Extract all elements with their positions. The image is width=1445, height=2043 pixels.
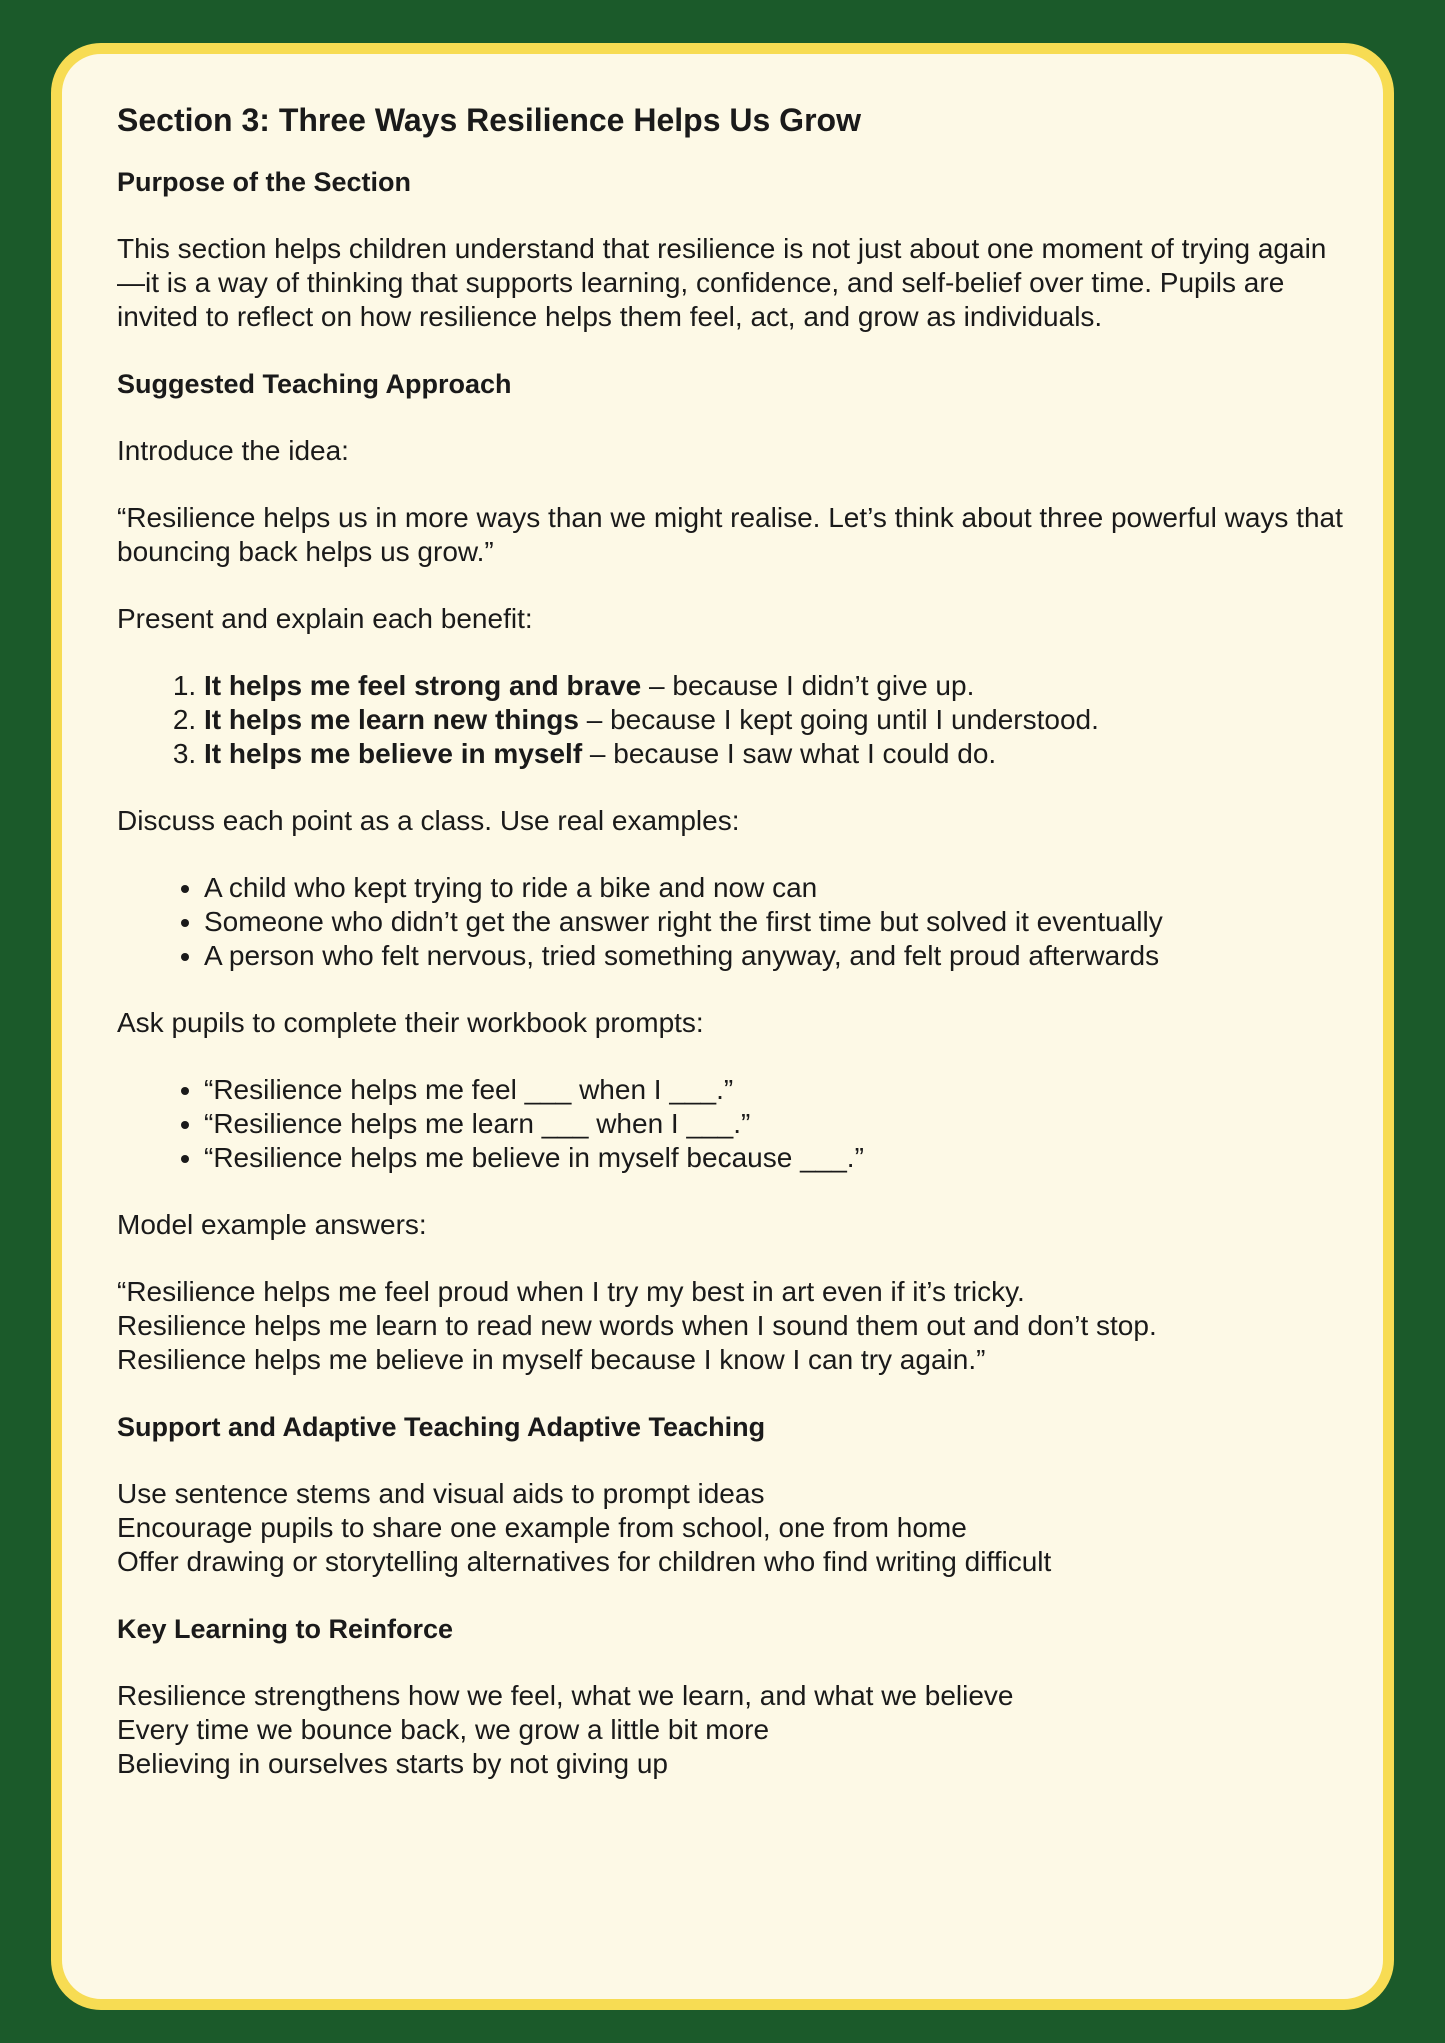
model-answer-line: “Resilience helps me feel proud when I try my best in art even if it’s tricky. <box>117 1276 1025 1307</box>
list-item: • “Resilience helps me feel ___ when I ___.” <box>204 1073 1347 1107</box>
model-answer-line: Resilience helps me learn to read new words when I sound them out and don’t stop. <box>117 1310 1157 1341</box>
list-item: • “Resilience helps me believe in myself because ___.” <box>204 1141 1347 1175</box>
page-card <box>51 43 1394 2010</box>
approach-quote: “Resilience helps us in more ways than we might realise. Let’s think about three powerful ways that bouncing back helps us grow.” <box>117 502 1343 567</box>
key-learning-line: Resilience strengthens how we feel, what we learn, and what we believe <box>117 1680 1014 1711</box>
benefits-list <box>117 669 1347 771</box>
support-line: Offer drawing or storytelling alternatives for children who find writing difficult <box>117 1546 1052 1577</box>
key-learning-lines <box>117 1679 1347 1781</box>
prompts-list <box>117 1073 1347 1175</box>
benefit-reason: – because I saw what I could do. <box>582 738 997 769</box>
approach-discuss: Discuss each point as a class. Use real examples: <box>117 805 740 836</box>
purpose-text: This section helps children understand that resilience is not just about one moment of trying again—it is a way of thinking that supports learning, confidence, and self-belief over time. Pupils are invited to reflect on how resilience helps them feel, act, and grow as individuals. <box>117 233 1327 332</box>
approach-intro: Introduce the idea: <box>117 435 349 466</box>
list-item <box>204 737 1347 771</box>
benefit-reason: – because I didn’t give up. <box>641 670 975 701</box>
examples-list <box>117 871 1347 973</box>
support-line: Use sentence stems and visual aids to prompt ideas <box>117 1478 765 1509</box>
model-answers <box>117 1275 1347 1377</box>
benefit-title: It helps me believe in myself <box>204 738 583 769</box>
support-lines <box>117 1477 1347 1579</box>
support-line: Encourage pupils to share one example from school, one from home <box>117 1512 967 1543</box>
model-intro: Model example answers: <box>117 1209 427 1240</box>
approach-ask: Ask pupils to complete their workbook prompts: <box>117 1007 704 1038</box>
approach-present: Present and explain each benefit: <box>117 603 533 634</box>
list-item: • Someone who didn’t get the answer right the first time but solved it eventually <box>204 905 1347 939</box>
purpose-heading: Purpose of the Section <box>117 167 412 197</box>
page-title: Section 3: Three Ways Resilience Helps Us Grow <box>117 102 861 138</box>
benefit-title: It helps me learn new things <box>204 704 579 735</box>
approach-heading: Suggested Teaching Approach <box>117 369 512 399</box>
list-item <box>204 669 1347 703</box>
support-heading: Support and Adaptive Teaching Adaptive Teaching <box>117 1412 766 1442</box>
benefit-title: It helps me feel strong and brave <box>204 670 642 701</box>
key-learning-heading: Key Learning to Reinforce <box>117 1614 454 1644</box>
list-item: • A person who felt nervous, tried something anyway, and felt proud afterwards <box>204 939 1347 973</box>
key-learning-line: Every time we bounce back, we grow a little bit more <box>117 1714 770 1745</box>
model-answer-line: Resilience helps me believe in myself because I know I can try again.” <box>117 1344 986 1375</box>
key-learning-line: Believing in ourselves starts by not giving up <box>117 1748 668 1779</box>
list-item <box>204 703 1347 737</box>
document-body <box>117 100 1347 1814</box>
benefit-reason: – because I kept going until I understood. <box>578 704 1099 735</box>
list-item: • “Resilience helps me learn ___ when I ___.” <box>204 1107 1347 1141</box>
list-item: • A child who kept trying to ride a bike and now can <box>204 871 1347 905</box>
